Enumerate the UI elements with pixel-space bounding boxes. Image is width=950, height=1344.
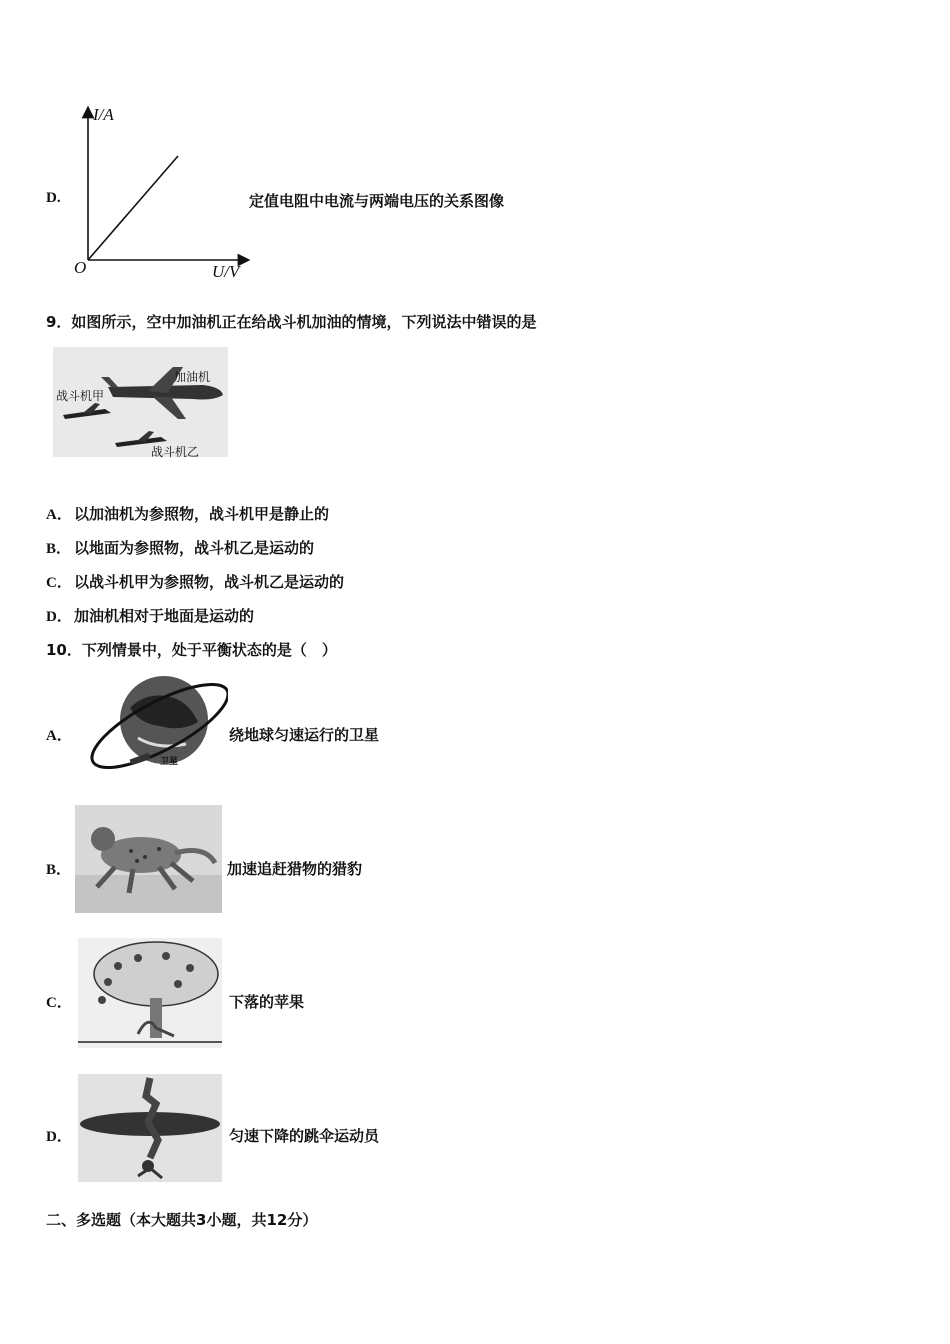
option-letter: D. <box>46 190 61 206</box>
cheetah-photo <box>75 805 222 913</box>
current-voltage-graph <box>68 100 258 285</box>
option-letter: D． <box>46 1129 72 1145</box>
option-text: 以加油机为参照物，战斗机甲是静止的 <box>74 505 330 523</box>
option-text: 以战斗机甲为参照物，战斗机乙是运动的 <box>74 573 345 591</box>
aerial-refueling-figure <box>53 347 228 457</box>
option-text: 定值电阻中电流与两端电压的关系图像 <box>249 192 505 210</box>
parachutist-drawing <box>78 1074 222 1182</box>
option-text: 下落的苹果 <box>229 993 305 1011</box>
option-letter: A． <box>46 728 72 744</box>
option-letter: C． <box>46 575 72 591</box>
option-text: 以地面为参照物，战斗机乙是运动的 <box>74 539 315 557</box>
option-text: 加油机相对于地面是运动的 <box>74 607 255 625</box>
option-text: 匀速下降的跳伞运动员 <box>229 1127 380 1145</box>
satellite-figure <box>78 668 228 778</box>
option-text: 加速追赶猎物的猎豹 <box>227 860 363 878</box>
satellite-label: 卫星 <box>160 757 179 767</box>
parachutist-figure <box>78 1074 222 1182</box>
fighter-a-label: 战斗机甲 <box>56 389 105 403</box>
tanker-label: 加油机 <box>174 370 211 384</box>
option-letter: C． <box>46 995 72 1011</box>
option-letter: B． <box>46 862 72 878</box>
option-letter: B． <box>46 541 72 557</box>
question-10-stem: 10．下列情景中，处于平衡状态的是（ ） <box>46 641 337 659</box>
question-9-stem: 9．如图所示，空中加油机正在给战斗机加油的情境，下列说法中错误的是 <box>46 313 537 331</box>
earth-orbit-drawing <box>78 668 228 778</box>
section-title: 二、多选题（本大题共3小题，共12分） <box>46 1211 318 1229</box>
y-axis-label: I/A <box>93 105 114 124</box>
cheetah-figure <box>75 805 222 913</box>
proportional-line <box>88 156 178 260</box>
option-text: 绕地球匀速运行的卫星 <box>229 726 380 744</box>
x-axis-label: U/V <box>212 262 240 281</box>
option-letter: A． <box>46 507 72 523</box>
apple-tree-figure <box>78 938 222 1048</box>
fighter-b-label: 战斗机乙 <box>151 445 200 459</box>
apple-tree-drawing <box>78 938 222 1048</box>
option-letter: D． <box>46 609 72 625</box>
origin-label: O <box>74 258 87 277</box>
